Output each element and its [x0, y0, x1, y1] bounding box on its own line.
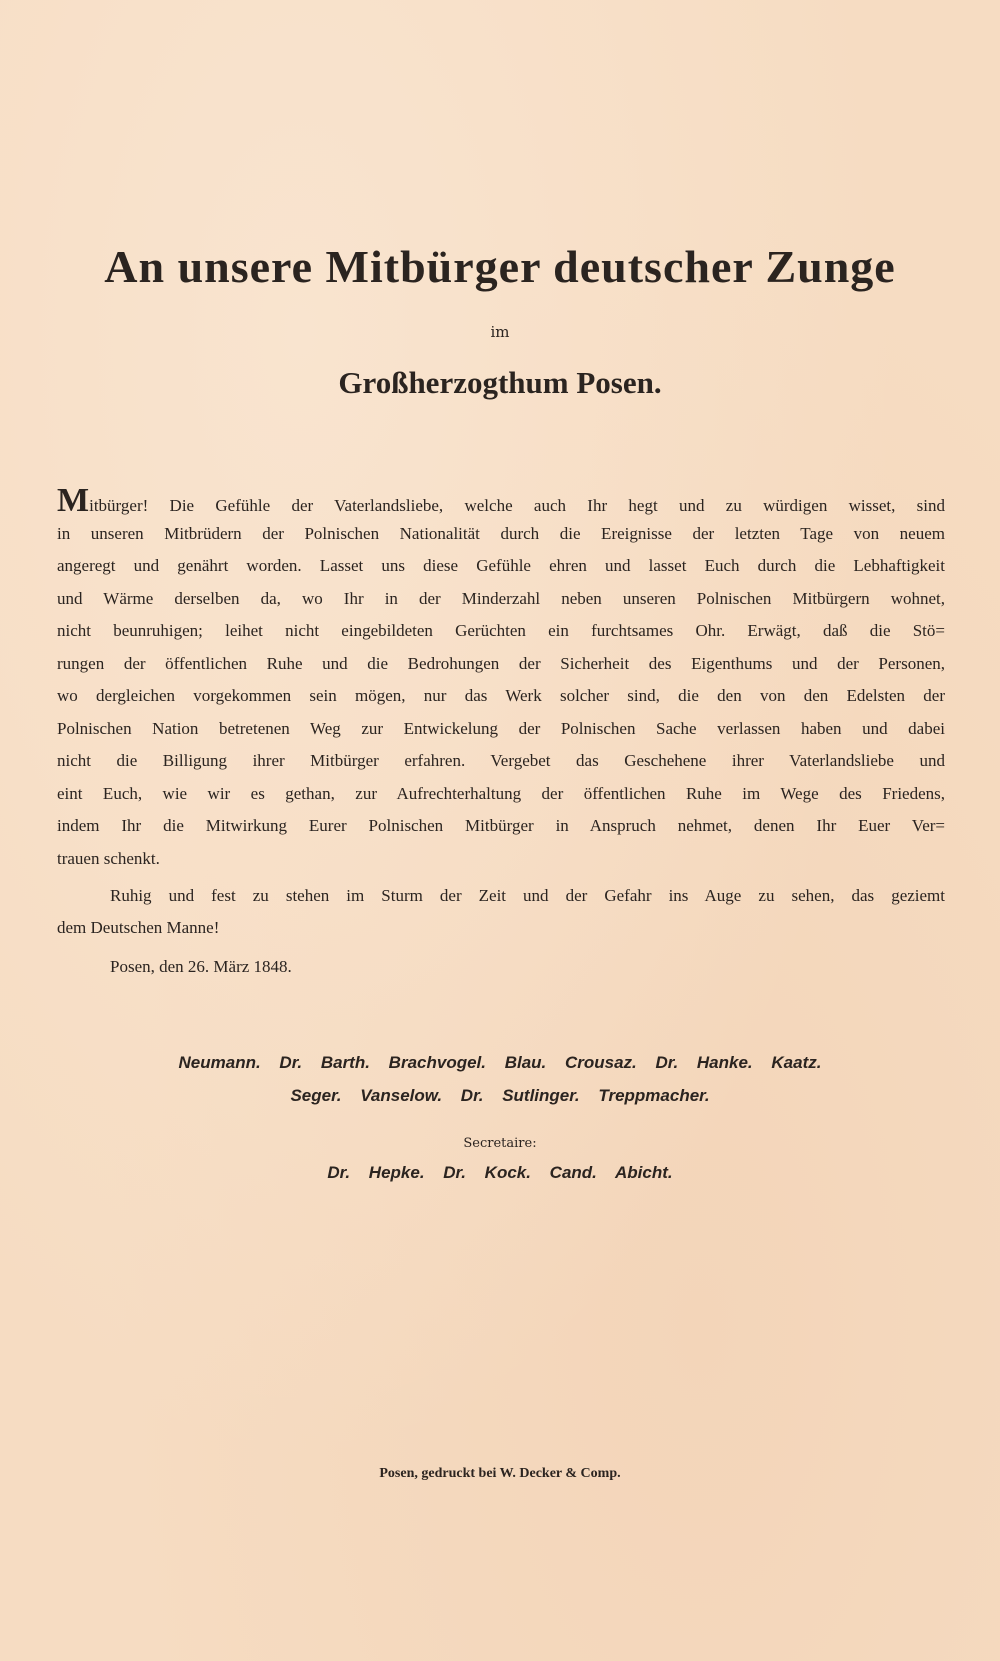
subtitle-im: im: [490, 323, 510, 341]
paragraph-line: nicht beunruhigen; leihet nicht eingebildeten Gerüchten ein furchtsames Ohr. Erwägt, daß die Stö=: [57, 621, 945, 640]
paragraph-line: Ruhig und fest zu stehen im Sturm der Zeit und der Gefahr ins Auge zu sehen, das geziemt: [110, 886, 945, 905]
drop-cap: M: [57, 482, 90, 519]
paragraph-line: Polnischen Nation betretenen Weg zur Entwickelung der Polnischen Sache verlassen haben und dabei: [57, 718, 945, 738]
date-line: Posen, den 26. März 1848.: [110, 957, 292, 976]
document-title: An unsere Mitbürger deutscher Zunge: [104, 241, 896, 292]
paragraph-line: indem Ihr die Mitwirkung Eurer Polnischen Mitbürger in Anspruch nehmet, denen Ihr Euer Ver=: [57, 816, 945, 835]
paragraph-line: [57, 482, 945, 519]
printer-imprint: Posen, gedruckt bei W. Decker & Comp.: [379, 1466, 621, 1481]
signatories-row-2: Seger. Vanselow. Dr. Sutlinger. Treppmacher.: [290, 1086, 710, 1105]
paragraph-line: und Wärme derselben da, wo Ihr in der Minderzahl neben unseren Polnischen Mitbürgern wohnet,: [57, 588, 945, 608]
paragraph-line: eint Euch, wie wir es gethan, zur Aufrechterhaltung der öffentlichen Ruhe im Wege des Friedens,: [57, 783, 945, 803]
document-subtitle: Großherzogthum Posen.: [338, 365, 662, 400]
paragraph-line: wo dergleichen vorgekommen sein mögen, nur das Werk solcher sind, die den von den Edelsten der: [57, 686, 945, 705]
paragraph-line: trauen schenkt.: [57, 848, 160, 868]
paragraph-line: dem Deutschen Manne!: [57, 918, 220, 937]
paragraph-line: rungen der öffentlichen Ruhe und die Bedrohungen der Sicherheit des Eigenthums und der Personen,: [57, 653, 945, 673]
secretaries-names: Dr. Hepke. Dr. Kock. Cand. Abicht.: [327, 1163, 673, 1182]
paragraph-line: angeregt und genährt worden. Lasset uns diese Gefühle ehren und lasset Euch durch die Lebhaftigkeit: [57, 556, 945, 575]
line-text: itbürger! Die Gefühle der Vaterlandsliebe, welche auch Ihr hegt und zu würdigen wisset, sind: [89, 496, 945, 515]
signatories-row-1: Neumann. Dr. Barth. Brachvogel. Blau. Crousaz. Dr. Hanke. Kaatz.: [178, 1053, 822, 1072]
secretaries-label: Secretaire:: [463, 1136, 537, 1151]
paragraph-line: in unseren Mitbrüdern der Polnischen Nationalität durch die Ereignisse der letzten Tage von neuem: [57, 523, 945, 543]
paragraph-line: nicht die Billigung ihrer Mitbürger erfahren. Vergebet das Geschehene ihrer Vaterlandsliebe und: [57, 751, 945, 770]
